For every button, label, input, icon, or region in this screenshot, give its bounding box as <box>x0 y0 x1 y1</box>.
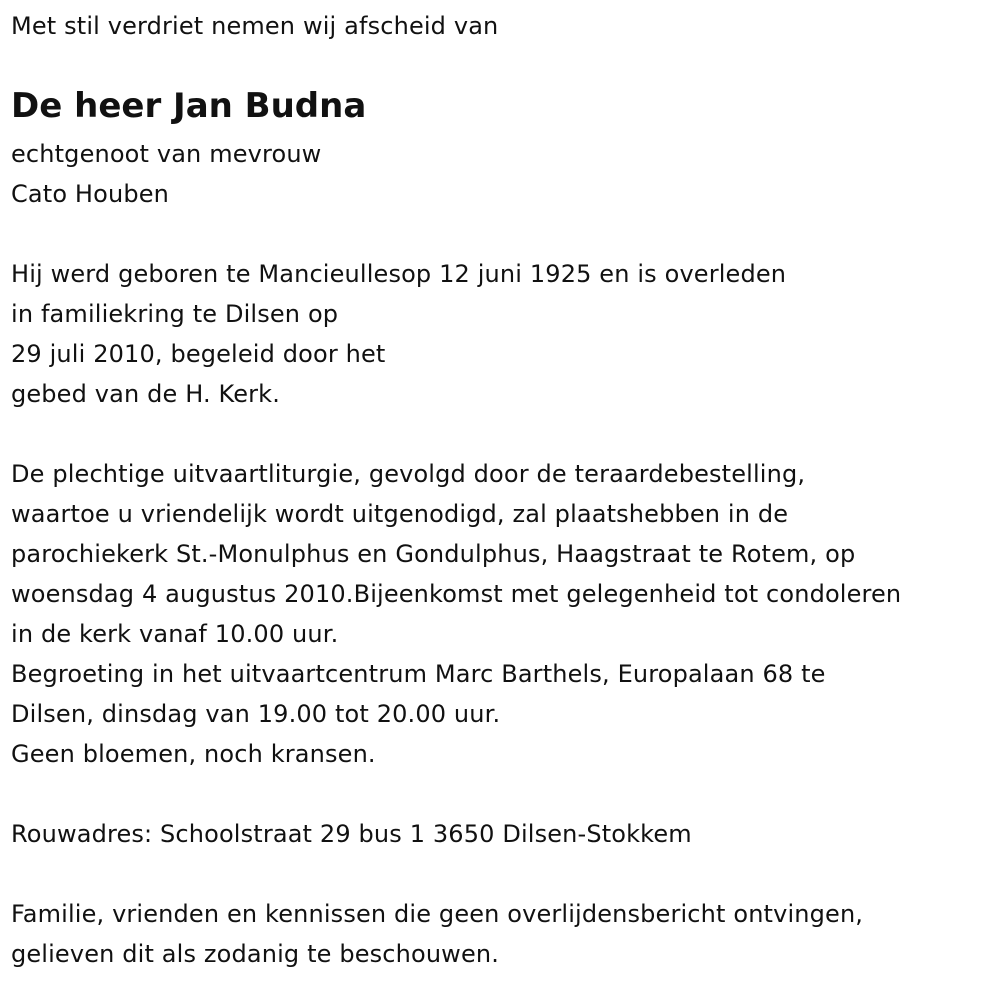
service-line: waartoe u vriendelijk wordt uitgenodigd, zal plaatshebben in de <box>11 500 789 528</box>
service-line: De plechtige uitvaartliturgie, gevolgd door de teraardebestelling, <box>11 460 806 488</box>
service-line: Begroeting in het uitvaartcentrum Marc Barthels, Europalaan 68 te <box>11 660 826 688</box>
spouse-line: Cato Houben <box>11 180 169 208</box>
service-line: in de kerk vanaf 10.00 uur. <box>11 620 339 648</box>
deceased-name: De heer Jan Budna <box>11 86 367 126</box>
family-line: Familie, vrienden en kennissen die geen overlijdensbericht ontvingen, <box>11 900 864 928</box>
service-line: woensdag 4 augustus 2010.Bijeenkomst met gelegenheid tot condoleren <box>11 580 902 608</box>
intro-text: Met stil verdriet nemen wij afscheid van <box>11 12 499 40</box>
spouse-line: echtgenoot van mevrouw <box>11 140 322 168</box>
family-note-block <box>11 894 863 974</box>
service-line: Dilsen, dinsdag van 19.00 tot 20.00 uur. <box>11 700 501 728</box>
service-line: Geen bloemen, noch kransen. <box>11 740 376 768</box>
family-line: gelieven dit als zodanig te beschouwen. <box>11 940 500 968</box>
birth-line: 29 juli 2010, begeleid door het <box>11 340 386 368</box>
birth-death-block <box>11 254 786 414</box>
birth-line: Hij werd geboren te Mancieullesop 12 juni 1925 en is overleden <box>11 260 787 288</box>
spouse-block <box>11 134 321 214</box>
birth-line: in familiekring te Dilsen op <box>11 300 339 328</box>
mourning-address: Rouwadres: Schoolstraat 29 bus 1 3650 Dilsen-Stokkem <box>11 820 692 848</box>
mourning-address-block <box>11 814 692 854</box>
birth-line: gebed van de H. Kerk. <box>11 380 280 408</box>
funeral-service-block <box>11 454 901 774</box>
service-line: parochiekerk St.-Monulphus en Gondulphus, Haagstraat te Rotem, op <box>11 540 856 568</box>
